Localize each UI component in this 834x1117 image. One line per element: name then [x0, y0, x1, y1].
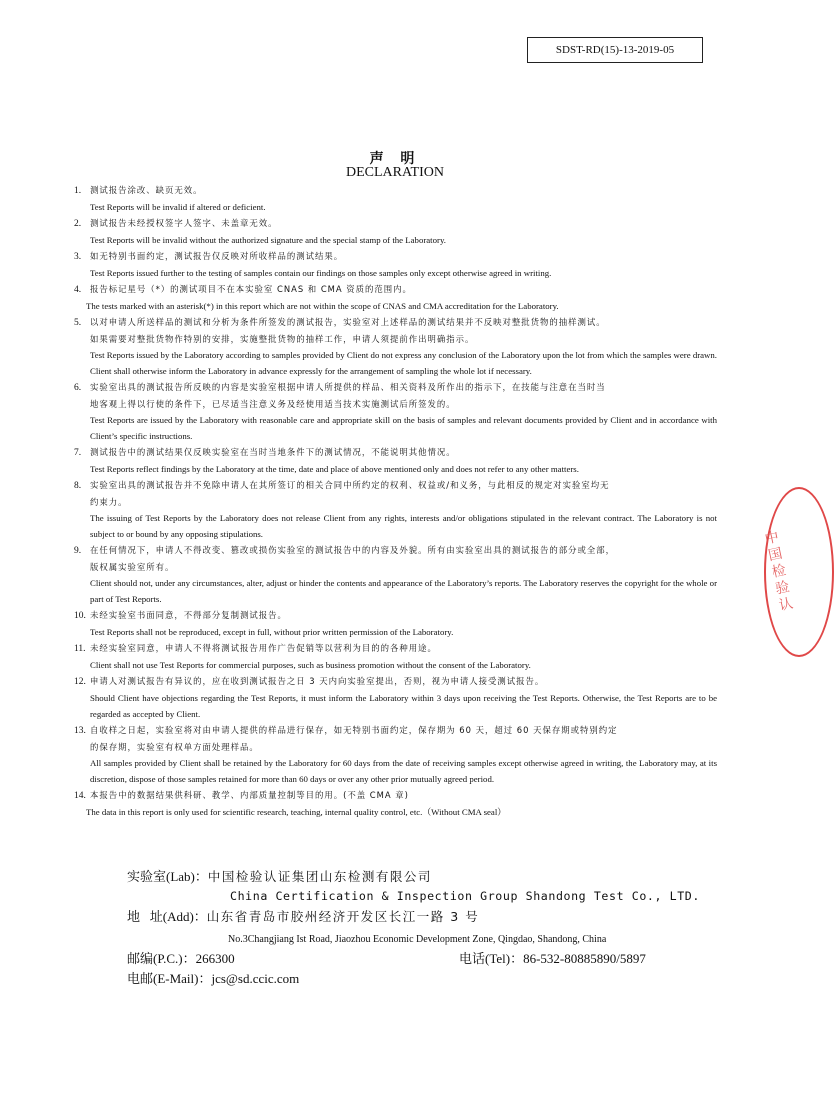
item-text-en: Test Reports issued by the Laboratory according to samples provided by Client do not express any conclusion of the Laboratory upon the lot from which the samples were drawn. Client shall otherwise inform the Laboratory in advance expressly for the arrangement of sampling the whole lot if necessary.	[90, 350, 717, 376]
declaration-item-cn	[74, 281, 717, 298]
declaration-item	[74, 542, 717, 607]
declaration-item	[74, 215, 717, 248]
item-text-cn: 如无特别书面约定，测试报告仅反映对所收样品的测试结果。	[90, 251, 344, 261]
item-text-en: The issuing of Test Reports by the Laboratory does not release Client from any rights, interests and/or obligations stipulated in the relevant contract. The Laboratory is not subject to or bound by any opposing stipulations.	[90, 513, 717, 539]
item-text-cn: 自收样之日起，实验室将对由申请人提供的样品进行保存，如无特别书面约定，保存期为 60 天，超过 60 天保存期或特别约定	[90, 725, 618, 735]
declaration-item	[74, 477, 717, 542]
item-text-en: The tests marked with an asterisk(*) in this report which are not within the scope of CNAS and CMA accreditation for the Laboratory.	[86, 301, 559, 311]
item-text-cn: 版权属实验室所有。	[90, 562, 175, 572]
item-text-cn: 的保存期，实验室有权单方面处理样品。	[90, 742, 259, 752]
item-text-en: Test Reports reflect findings by the Laboratory at the time, date and place of above mentioned only and does not refer to any other matters.	[90, 464, 579, 474]
address-label: 地 址(Add)：	[127, 909, 207, 924]
item-text-en: All samples provided by Client shall be retained by the Laboratory for 60 days from the date of receiving samples except otherwise agreed in writing, the Laboratory may, at its discretion, dispose of those samples retained for more than 60 days or over any other prior mutually agreed period.	[90, 758, 717, 784]
lab-row	[127, 866, 432, 886]
item-text-en: Should Client have objections regarding the Test Reports, it must inform the Laboratory within 3 days upon receiving the Test Reports. Otherwise, the Test Reports are to be regarded as accepted by Client.	[90, 693, 717, 719]
lab-label: 实验室(Lab)：	[127, 869, 208, 884]
item-number: 4.	[74, 285, 82, 295]
item-text-en: Test Reports shall not be reproduced, except in full, without prior written permission of the Laboratory.	[90, 627, 454, 637]
declaration-item-cn	[74, 542, 717, 575]
item-number: 5.	[74, 318, 82, 328]
declaration-item-cn	[74, 640, 717, 657]
item-text-en: The data in this report is only used for scientific research, teaching, internal quality control, etc.（Without CMA seal）	[86, 807, 507, 817]
lab-name-cn: 中国检验认证集团山东检测有限公司	[207, 869, 432, 884]
item-text-cn: 地客观上得以行使的条件下，已尽适当注意义务及经使用适当技术实施测试后所签发的。	[90, 399, 456, 409]
declaration-item-cn	[74, 673, 717, 690]
item-text-cn: 测试报告中的测试结果仅反映实验室在当时当地条件下的测试情况，不能说明其他情况。	[90, 447, 456, 457]
declaration-item-cn	[74, 248, 717, 265]
item-number: 9.	[74, 546, 82, 556]
declaration-list	[74, 182, 717, 820]
declaration-item	[74, 182, 717, 215]
item-text-cn: 报告标记星号（*）的测试项目不在本实验室 CNAS 和 CMA 资质的范围内。	[90, 284, 412, 294]
declaration-item-cn	[74, 444, 717, 461]
declaration-item	[74, 444, 717, 477]
item-number: 8.	[74, 481, 82, 491]
declaration-item-cn	[74, 787, 717, 804]
item-text-en: Test Reports issued further to the testing of samples contain our findings on those samples only except otherwise agreed in writing.	[90, 268, 552, 278]
declaration-item	[74, 640, 717, 673]
item-text-en: Test Reports will be invalid without the authorized signature and the special stamp of the Laboratory.	[90, 235, 446, 245]
item-number: 2.	[74, 219, 82, 229]
declaration-item-cn	[74, 379, 717, 412]
declaration-item-cn	[74, 607, 717, 624]
item-text-cn: 测试报告涂改、缺页无效。	[90, 185, 203, 195]
official-seal-stamp	[764, 487, 834, 657]
postcode-row	[127, 948, 235, 968]
tel-row	[459, 948, 646, 968]
declaration-item-cn	[74, 314, 717, 347]
item-number: 10.	[74, 611, 86, 621]
lab-name-en-row	[230, 887, 700, 905]
lab-name-en: China Certification & Inspection Group Shandong Test Co., LTD.	[230, 889, 700, 903]
declaration-item	[74, 722, 717, 787]
address-en: No.3Changjiang Ist Road, Jiaozhou Economic Development Zone, Qingdao, Shandong, China	[228, 934, 607, 945]
telephone: 电话(Tel)：86-532-80885890/5897	[459, 951, 646, 966]
declaration-item	[74, 607, 717, 640]
item-text-cn: 实验室出具的测试报告并不免除申请人在其所签订的相关合同中所约定的权利、权益或/和义务，与此相反的规定对实验室均无	[90, 480, 610, 490]
item-text-cn: 申请人对测试报告有异议的，应在收到测试报告之日 3 天内向实验室提出，否则，视为申请人接受测试报告。	[90, 676, 545, 686]
item-text-cn: 未经实验室同意，申请人不得将测试报告用作广告促销等以营利为目的的各种用途。	[90, 643, 437, 653]
email-row	[127, 968, 299, 988]
item-number: 6.	[74, 383, 82, 393]
item-number: 3.	[74, 252, 82, 262]
declaration-item	[74, 281, 717, 314]
declaration-item	[74, 379, 717, 444]
postcode: 邮编(P.C.)：266300	[127, 951, 235, 966]
declaration-item-cn	[74, 722, 717, 755]
item-text-en: Test Reports will be invalid if altered or deficient.	[90, 202, 266, 212]
item-number: 7.	[74, 448, 82, 458]
address-cn: 山东省青岛市胶州经济开发区长江一路 3 号	[206, 909, 480, 924]
item-number: 14.	[74, 791, 86, 801]
document-code: SDST-RD(15)-13-2019-05	[527, 37, 703, 63]
item-text-en: Client should not, under any circumstances, alter, adjust or hinder the contents and appearance of the Laboratory’s reports. The Laboratory reserves the copyright for the whole or part of Test Reports.	[90, 578, 717, 604]
item-text-cn: 约束力。	[90, 497, 128, 507]
item-number: 12.	[74, 677, 86, 687]
declaration-item	[74, 248, 717, 281]
item-text-cn: 未经实验室书面同意，不得部分复制测试报告。	[90, 610, 287, 620]
item-text-cn: 本报告中的数据结果供科研、教学、内部质量控制等目的用。(不盖 CMA 章)	[90, 790, 409, 800]
address-en-row	[228, 929, 606, 947]
item-number: 1.	[74, 186, 82, 196]
address-row	[127, 906, 479, 926]
item-text-en: Client shall not use Test Reports for commercial purposes, such as business promotion without the consent of the Laboratory.	[90, 660, 531, 670]
declaration-item	[74, 673, 717, 722]
declaration-item-cn	[74, 182, 717, 199]
item-text-cn: 实验室出具的测试报告所反映的内容是实验室根据申请人所提供的样品、相关资料及所作出的指示下，在技能与注意在当时当	[90, 382, 606, 392]
item-text-en: Test Reports are issued by the Laboratory with reasonable care and appropriate skill on the basis of samples and relevant documents provided by Client and in accordance with Client’s specific instructions.	[90, 415, 717, 441]
declaration-item	[74, 787, 717, 820]
declaration-item	[74, 314, 717, 379]
item-text-cn: 如果需要对整批货物作特别的安排，实施整批货物的抽样工作，申请人须提前作出明确指示。	[90, 334, 475, 344]
declaration-item-cn	[74, 477, 717, 510]
item-number: 13.	[74, 726, 86, 736]
item-text-cn: 测试报告未经授权签字人签字、未盖章无效。	[90, 218, 278, 228]
title-chinese: 声 明	[369, 151, 421, 167]
item-text-cn: 以对申请人所送样品的测试和分析为条件所签发的测试报告，实验室对上述样品的测试结果并不反映对整批货物的抽样测试。	[90, 317, 606, 327]
title-english: DECLARATION	[346, 165, 444, 180]
email: 电邮(E-Mail)：jcs@sd.ccic.com	[127, 971, 300, 986]
item-text-cn: 在任何情况下，申请人不得改变、篡改或损伤实验室的测试报告中的内容及外貌。所有由实验室出具的测试报告的部分或全部，	[90, 545, 615, 555]
seal-text: 中国检验认	[763, 529, 795, 615]
declaration-item-cn	[74, 215, 717, 232]
item-number: 11.	[74, 644, 86, 654]
